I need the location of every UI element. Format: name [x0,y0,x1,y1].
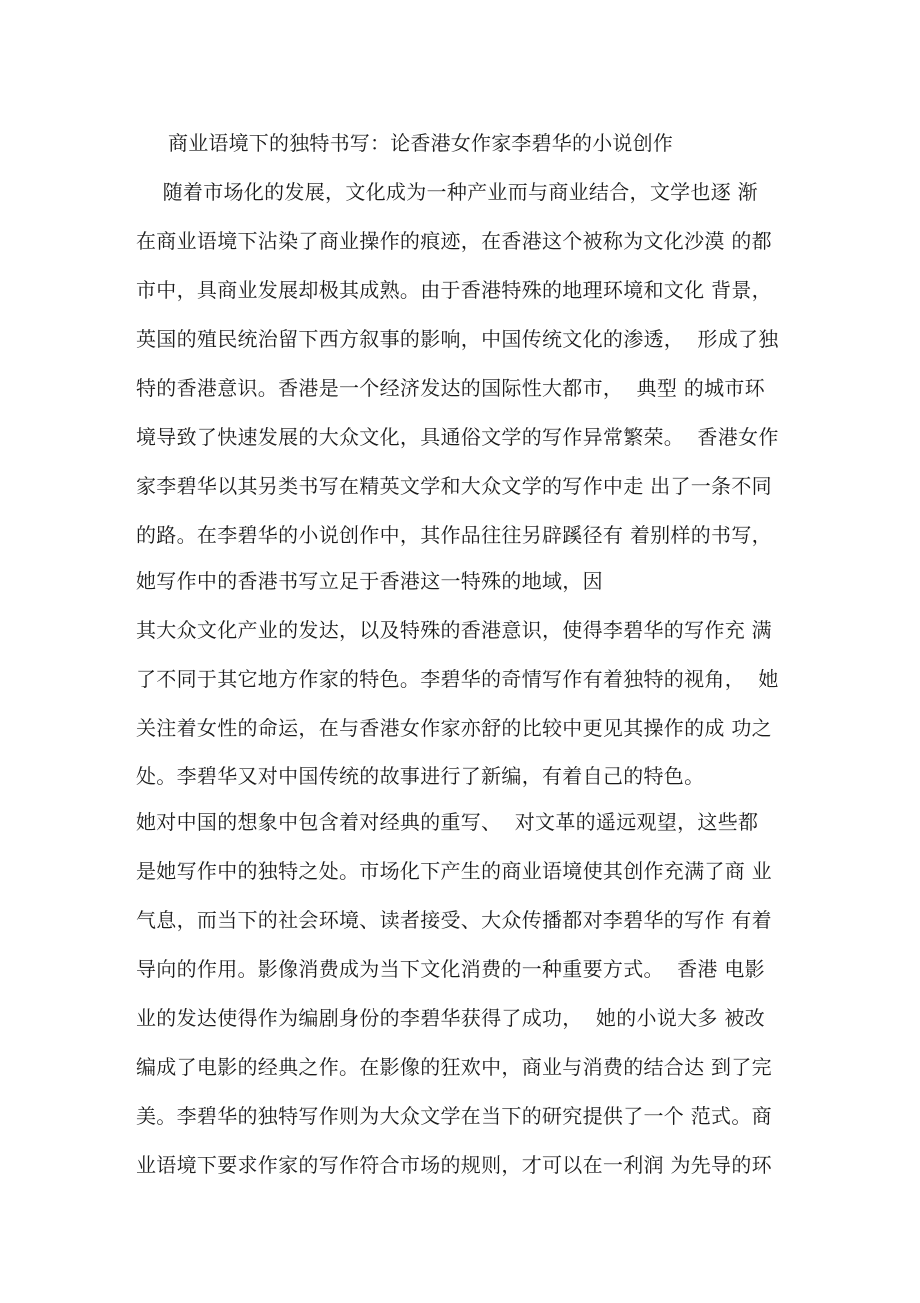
body-line: 她对中国的想象中包含着对经典的重写、 对文革的遥远观望，这些都 [136,810,759,834]
body-line: 随着市场化的发展，文化成为一种产业而与商业结合，文学也逐 渐 [136,180,758,204]
body-line: 导向的作用。影像消费成为当下文化消费的一种重要方式。 香港 电影 [136,957,765,981]
body-line: 美。李碧华的独特写作则为大众文学在当下的研究提供了一个 范式。商 [136,1104,772,1128]
body-line: 处。李碧华又对中国传统的故事进行了新编，有着自己的特色。 [136,764,705,788]
body-line: 市中，具商业发展却极其成熟。由于香港特殊的地理环境和文化 背景， [136,278,772,302]
body-line: 她写作中的香港书写立足于香港这一特殊的地域，因 [136,569,603,593]
body-line: 家李碧华以其另类书写在精英文学和大众文学的写作中走 出了一条不同 [136,474,772,498]
body-line: 气息，而当下的社会环境、读者接受、大众传播都对李碧华的写作 有着 [136,908,772,932]
body-line: 关注着女性的命运，在与香港女作家亦舒的比较中更见其操作的成 功之 [136,716,772,740]
body-line: 的路。在李碧华的小说创作中，其作品往往另辟蹊径有 着别样的书写， [136,523,772,547]
body-line: 业语境下要求作家的写作符合市场的规则，才可以在一利润 为先导的环 [136,1153,772,1177]
body-line: 境导致了快速发展的大众文化，具通俗文学的写作异常繁荣。 香港女作 [136,425,779,449]
body-line: 了不同于其它地方作家的特色。李碧华的奇情写作有着独特的视角， 她 [136,667,779,691]
body-line: 其大众文化产业的发达，以及特殊的香港意识，使得李碧华的写作充 满 [136,618,772,642]
document-title: 商业语境下的独特书写：论香港女作家李碧华的小说创作 [168,131,673,155]
body-line: 是她写作中的独特之处。市场化下产生的商业语境使其创作充满了商 业 [136,859,772,883]
body-line: 英国的殖民统治留下西方叙事的影响，中国传统文化的渗透， 形成了独 [136,327,779,351]
body-line: 业的发达使得作为编剧身份的李碧华获得了成功， 她的小说大多 被改 [136,1006,765,1030]
body-line: 特的香港意识。香港是一个经济发达的国际性大都市， 典型 的城市环 [136,376,765,400]
body-line: 编成了电影的经典之作。在影像的狂欢中，商业与消费的结合达 到了完 [136,1055,772,1079]
body-line: 在商业语境下沾染了商业操作的痕迹，在香港这个被称为文化沙漠 的都 [136,229,772,253]
